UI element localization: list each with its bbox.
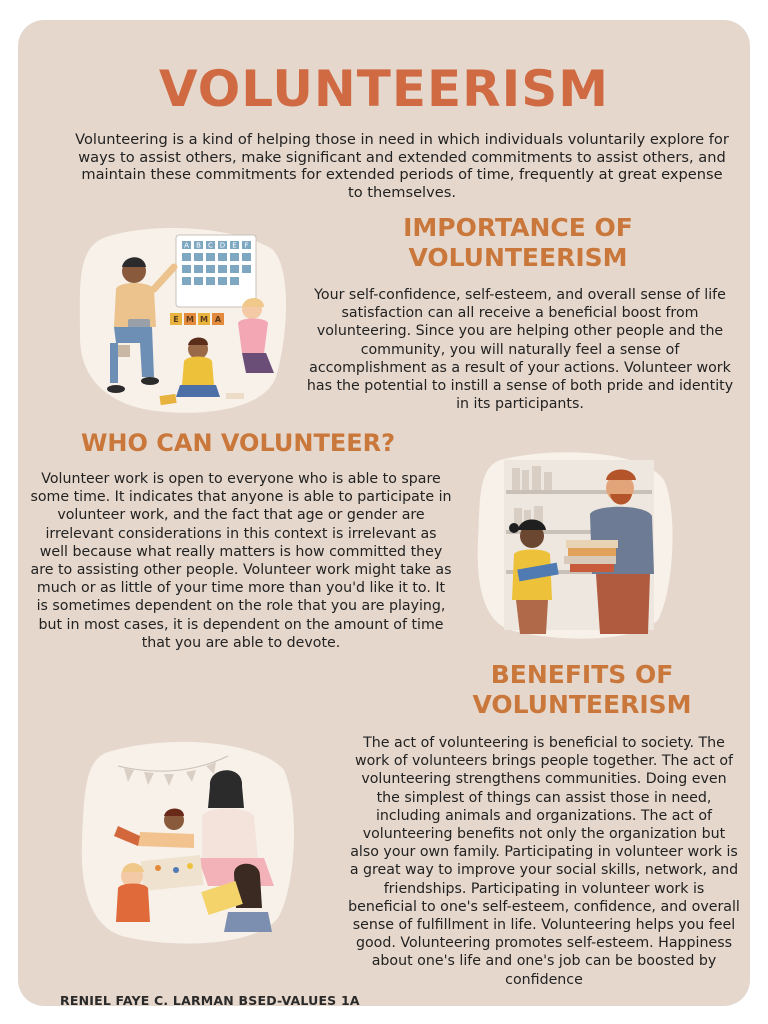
block-letter: M [200, 315, 208, 324]
importance-heading-line2: VOLUNTEERISM [408, 243, 628, 272]
intro-paragraph: Volunteering is a kind of helping those in need in which individuals voluntarily explore for ways to assist others, make significant and extended commitments to assist others, and maintain these commitments for extended periods of time, frequently at great expense to themselves. [75, 131, 729, 201]
who-paragraph: Volunteer work is open to everyone who is able to spare some time. It indicates that anyone is able to participate in volunteer work, and the fact that age or gender are irrelevant considerations in this context is irrelevant as well because what really matters is how committed they are to assisting other people. Volunteer work might take as much or as little of your time more than you'd like it to. It is sometimes dependent on the role that you are playing, but in most cases, it is dependent on the amount of time that you are able to devote. [30, 471, 452, 651]
block-letter: M [186, 315, 194, 324]
who-heading: WHO CAN VOLUNTEER? [80, 429, 396, 457]
chart-letter: A [184, 241, 189, 250]
benefits-heading [422, 660, 742, 720]
chart-letter: C [208, 241, 213, 250]
benefits-heading-line1: BENEFITS OF [490, 660, 674, 689]
man-with-books-illustration [474, 450, 674, 640]
chart-letter: B [196, 241, 201, 250]
block-letter: A [214, 315, 222, 324]
chart-letter: E [232, 241, 237, 250]
block-letter: E [173, 315, 179, 324]
importance-heading [358, 213, 678, 273]
importance-paragraph: Your self-confidence, self-esteem, and overall sense of life satisfaction can all receive a beneficial boost from volunteering. Since you are helping other people and the community, you will naturally feel a sense of accomplishment as a result of your actions. Volunteer work has the potential to instill a sense of both pride and identity in its participants. [306, 287, 734, 413]
woman-with-children-illustration [78, 736, 298, 946]
chart-letter: D [219, 241, 226, 250]
teacher-with-children-illustration [76, 227, 288, 415]
author-credit: RENIEL FAYE C. LARMAN BSED-VALUES 1A [60, 993, 360, 1006]
benefits-paragraph: The act of volunteering is beneficial to society. The work of volunteers brings people together. The act of volunteering strengthens communities. Doing even the simplest of things can assist those in need, including animals and organizations. The act of volunteering benefits not only the organization but also your own family. Participating in volunteer work is a great way to improve your social skills, network, and friendships. Participating in volunteer work is beneficial to one's self-esteem, confidence, and overall sense of fulfillment in life. Volunteering helps you feel good. Volunteering promotes self-esteem. Happiness about one's life and one's job can be boosted by confidence [348, 735, 740, 988]
benefits-heading-line2: VOLUNTEERISM [472, 690, 692, 719]
page-title: VOLUNTEERISM [158, 60, 610, 118]
chart-letter: F [244, 241, 249, 250]
poster [18, 20, 750, 1006]
importance-heading-line1: IMPORTANCE OF [403, 213, 633, 242]
